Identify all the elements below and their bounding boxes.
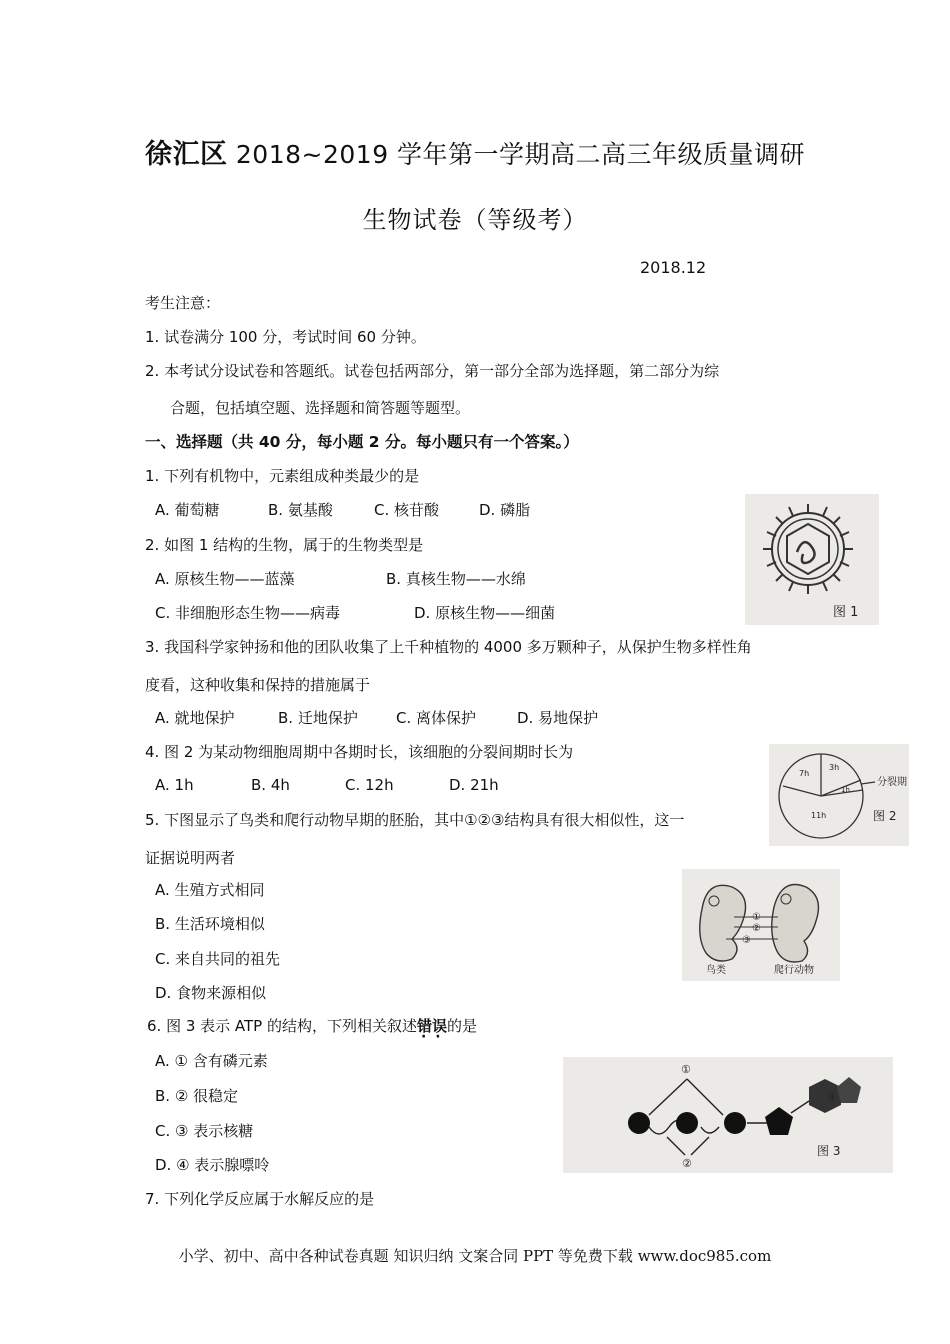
question-6-option-c: C. ③ 表示核糖	[155, 1122, 254, 1140]
figure-3-mark-2: ②	[682, 1157, 692, 1170]
figure-2-segment-3h: 3h	[829, 763, 840, 772]
question-1-option-a: A. 葡萄糖	[155, 501, 220, 519]
embryo-mark-2: ②	[752, 923, 761, 934]
question-3-stem-line-2: 度看，这种收集和保持的措施属于	[145, 676, 371, 694]
embryo-label-reptile: 爬行动物	[774, 965, 814, 976]
question-6-stem-pre: 6. 图 3 表示 ATP 的结构，下列相关叙述	[147, 1017, 418, 1035]
question-6-option-a: A. ① 含有磷元素	[155, 1052, 268, 1070]
figure-2-label: 图 2	[873, 809, 897, 823]
figure-2-segment-7h: 7h	[799, 769, 810, 778]
question-1-stem: 1. 下列有机物中，元素组成种类最少的是	[145, 467, 420, 485]
question-7-stem: 7. 下列化学反应属于水解反应的是	[145, 1190, 375, 1208]
footer-text: 小学、初中、高中各种试卷真题 知识归纳 文案合同 PPT 等免费下载 www.doc985.com	[178, 1247, 772, 1265]
figure-2-segment-1h: 1h	[841, 786, 850, 794]
title-text: 2018~2019 学年第一学期高二高三年级质量调研	[227, 140, 806, 169]
notice-heading: 考生注意：	[145, 294, 221, 312]
question-3-option-a: A. 就地保护	[155, 709, 235, 727]
document-subtitle: 生物试卷（等级考）	[362, 206, 588, 234]
embryo-label-bird: 鸟类	[706, 965, 726, 976]
question-3-stem-line-1: 3. 我国科学家钟扬和他的团队收集了上千种植物的 4000 多万颗种子，从保护生物多样性角	[145, 638, 752, 656]
question-4-stem: 4. 图 2 为某动物细胞周期中各期时长，该细胞的分裂间期时长为	[145, 743, 574, 761]
question-3-option-b: B. 迁地保护	[278, 709, 358, 727]
question-2-option-d: D. 原核生物——细菌	[414, 604, 556, 622]
figure-1-label: 图 1	[833, 605, 859, 620]
question-5-option-d: D. 食物来源相似	[155, 984, 267, 1002]
question-1-option-d: D. 磷脂	[479, 501, 531, 519]
question-2-option-b: B. 真核生物——水绵	[386, 570, 526, 588]
embryo-mark-1: ①	[752, 912, 761, 923]
question-6-stem-post: 的是	[447, 1017, 478, 1035]
figure-2-segment-11h: 11h	[811, 811, 827, 820]
question-6-option-b: B. ② 很稳定	[155, 1087, 239, 1105]
question-4-option-c: C. 12h	[345, 776, 394, 794]
section-heading: 一、选择题（共 40 分，每小题 2 分。每小题只有一个答案。）	[145, 433, 579, 451]
figure-3-label: 图 3	[817, 1144, 841, 1158]
figure-1-virus	[745, 494, 879, 625]
question-2-stem: 2. 如图 1 结构的生物，属于的生物类型是	[145, 536, 424, 554]
question-2-option-c: C. 非细胞形态生物——病毒	[155, 604, 341, 622]
question-3-option-c: C. 离体保护	[396, 709, 477, 727]
embryo-mark-3: ③	[742, 935, 751, 946]
question-1-option-c: C. 核苷酸	[374, 501, 440, 519]
question-3-option-d: D. 易地保护	[517, 709, 599, 727]
figure-2-cell-cycle	[769, 744, 909, 846]
district-name: 徐汇区	[144, 139, 228, 170]
question-4-option-d: D. 21h	[449, 776, 499, 794]
question-5-option-a: A. 生殖方式相同	[155, 881, 265, 899]
notice-item-2-line-2: 合题，包括填空题、选择题和简答题等题型。	[170, 399, 471, 417]
question-5-stem-line-1: 5. 下图显示了鸟类和爬行动物早期的胚胎，其中①②③结构具有很大相似性，这一	[145, 811, 685, 829]
question-6-option-d: D. ④ 表示腺嘌呤	[155, 1156, 270, 1174]
document-title	[0, 132, 950, 171]
question-5-option-b: B. 生活环境相似	[155, 915, 265, 933]
figure-embryo	[682, 869, 840, 981]
question-5-option-c: C. 来自共同的祖先	[155, 950, 281, 968]
question-6-emphasis: 错误 · ·	[417, 1015, 447, 1036]
question-1-option-b: B. 氨基酸	[268, 501, 333, 519]
question-4-option-a: A. 1h	[155, 776, 194, 794]
figure-3-atp	[563, 1057, 893, 1173]
figure-3-mark-4: ④	[827, 1091, 837, 1104]
figure-2-arrow-label: 分裂期	[877, 777, 907, 788]
notice-item-1: 1. 试卷满分 100 分，考试时间 60 分钟。	[145, 328, 426, 346]
notice-item-2-line-1: 2. 本考试分设试卷和答题纸。试卷包括两部分，第一部分全部为选择题，第二部分为综	[145, 362, 720, 380]
document-date: 2018.12	[640, 258, 707, 277]
question-4-option-b: B. 4h	[251, 776, 290, 794]
question-2-option-a: A. 原核生物——蓝藻	[155, 570, 295, 588]
figure-3-mark-1: ①	[681, 1063, 691, 1076]
question-5-stem-line-2: 证据说明两者	[145, 849, 236, 867]
question-6-stem	[147, 1015, 477, 1036]
